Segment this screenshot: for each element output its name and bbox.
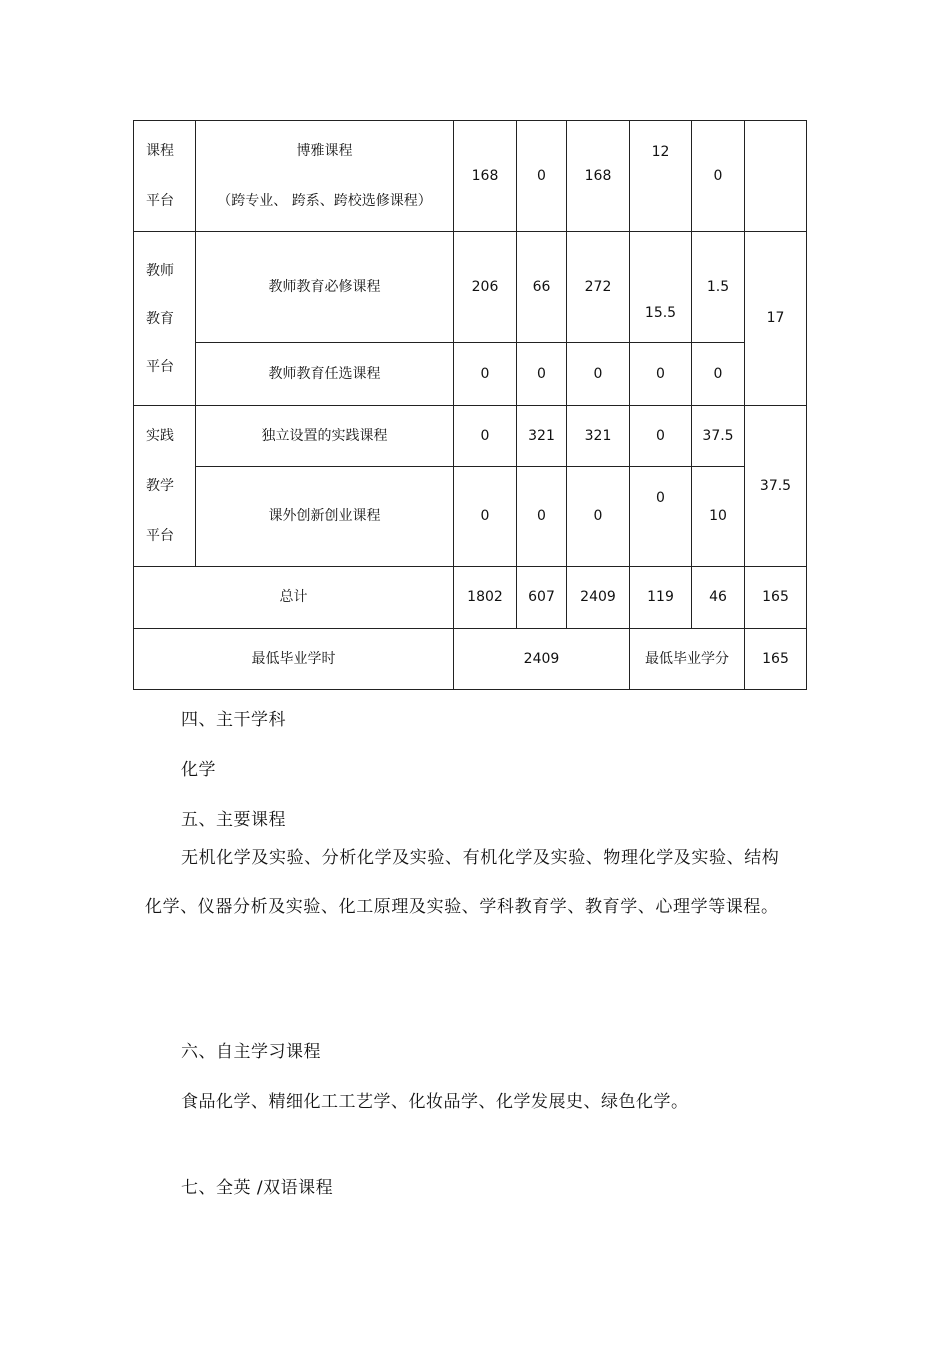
table-cell: 0 bbox=[630, 343, 692, 406]
credit-distribution-table bbox=[133, 120, 807, 690]
platform-label: 教学 bbox=[146, 478, 174, 494]
table-cell bbox=[630, 467, 692, 567]
section-heading: 七、全英 /双语课程 bbox=[181, 1178, 334, 1198]
table-cell: 0 bbox=[517, 467, 567, 567]
platform-label: 平台 bbox=[146, 528, 174, 544]
course-note: （跨专业、 跨系、跨校选修课程） bbox=[217, 193, 432, 209]
table-cell: 607 bbox=[517, 567, 567, 629]
min-credits-value: 165 bbox=[745, 629, 807, 690]
table-cell bbox=[745, 121, 807, 232]
table-cell: 321 bbox=[517, 406, 567, 467]
course-name: 博雅课程 bbox=[296, 143, 353, 159]
platform-cell bbox=[134, 121, 196, 232]
table-cell: 46 bbox=[692, 567, 745, 629]
table-cell: 37.5 bbox=[692, 406, 745, 467]
table-cell: 168 bbox=[567, 121, 630, 232]
course-cell bbox=[196, 121, 454, 232]
section-body: 无机化学及实验、分析化学及实验、有机化学及实验、物理化学及实验、结构化学、仪器分析及实验、化工原理及实验、学科教育学、教育学、心理学等课程。 bbox=[145, 848, 780, 917]
table-cell: 1.5 bbox=[692, 232, 745, 343]
course-cell: 教师教育任选课程 bbox=[196, 343, 454, 406]
table-cell bbox=[630, 121, 692, 232]
platform-label: 教师 bbox=[146, 262, 174, 279]
min-hours-value: 2409 bbox=[454, 629, 630, 690]
cell-value: 15.5 bbox=[644, 304, 677, 321]
table-row bbox=[134, 121, 807, 232]
platform-label: 平台 bbox=[146, 358, 174, 375]
section-heading: 五、主要课程 bbox=[181, 810, 286, 830]
platform-label: 平台 bbox=[146, 193, 174, 209]
section-heading: 六、自主学习课程 bbox=[181, 1042, 321, 1062]
table-cell: 0 bbox=[630, 406, 692, 467]
table-row bbox=[134, 343, 807, 406]
table-cell: 119 bbox=[630, 567, 692, 629]
section-heading: 四、主干学科 bbox=[181, 710, 286, 730]
cell-value: 12 bbox=[651, 143, 670, 160]
table-cell: 10 bbox=[692, 467, 745, 567]
min-hours-label: 最低毕业学时 bbox=[134, 629, 454, 690]
table-cell: 0 bbox=[517, 121, 567, 232]
table-row bbox=[134, 467, 807, 567]
table-cell: 272 bbox=[567, 232, 630, 343]
platform-cell bbox=[134, 406, 196, 567]
table-cell bbox=[630, 232, 692, 343]
table-cell: 0 bbox=[692, 121, 745, 232]
table-cell: 66 bbox=[517, 232, 567, 343]
min-credits-label: 最低毕业学分 bbox=[630, 629, 745, 690]
minimum-row bbox=[134, 629, 807, 690]
table-row bbox=[134, 406, 807, 467]
cell-value: 0 bbox=[656, 490, 665, 507]
platform-label: 课程 bbox=[146, 143, 174, 159]
course-cell: 独立设置的实践课程 bbox=[196, 406, 454, 467]
group-total-cell: 37.5 bbox=[745, 406, 807, 567]
table-cell: 0 bbox=[567, 343, 630, 406]
platform-cell bbox=[134, 232, 196, 406]
platform-label: 教育 bbox=[146, 310, 174, 327]
table-cell: 1802 bbox=[454, 567, 517, 629]
table-cell: 168 bbox=[454, 121, 517, 232]
table-cell: 0 bbox=[517, 343, 567, 406]
table-cell: 0 bbox=[454, 467, 517, 567]
group-total-cell: 17 bbox=[745, 232, 807, 406]
total-row bbox=[134, 567, 807, 629]
table-cell: 165 bbox=[745, 567, 807, 629]
table-cell: 2409 bbox=[567, 567, 630, 629]
table-row bbox=[134, 232, 807, 343]
table-cell: 0 bbox=[692, 343, 745, 406]
course-cell: 教师教育必修课程 bbox=[196, 232, 454, 343]
section-body: 食品化学、精细化工工艺学、化妆品学、化学发展史、绿色化学。 bbox=[181, 1092, 689, 1112]
table-cell: 0 bbox=[454, 343, 517, 406]
table-cell: 206 bbox=[454, 232, 517, 343]
table-cell: 0 bbox=[454, 406, 517, 467]
table-cell: 0 bbox=[567, 467, 630, 567]
table-cell: 321 bbox=[567, 406, 630, 467]
course-cell: 课外创新创业课程 bbox=[196, 467, 454, 567]
platform-label: 实践 bbox=[146, 428, 174, 444]
section-body: 化学 bbox=[181, 760, 216, 780]
total-label: 总计 bbox=[134, 567, 454, 629]
